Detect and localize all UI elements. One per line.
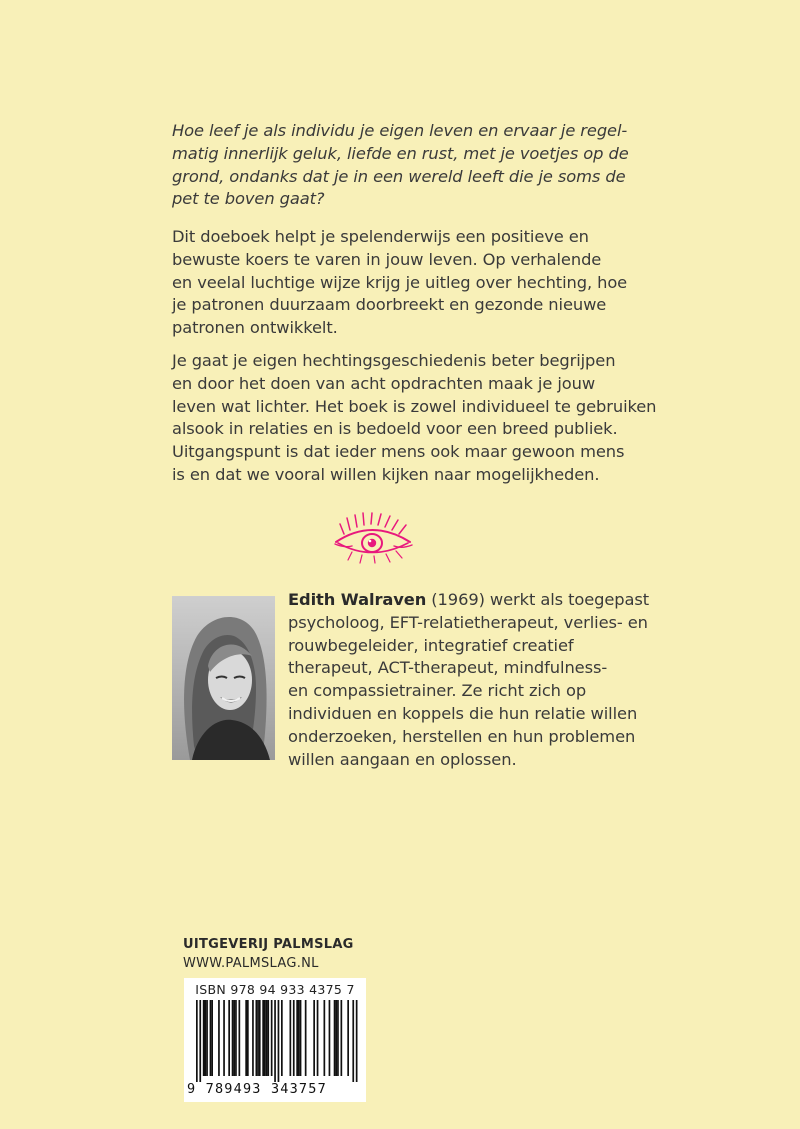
summary-line: alsook in relaties en is bedoeld voor een breed publiek. [172,419,618,439]
summary-paragraph [172,350,657,487]
barcode-bar [298,1000,300,1076]
barcode-bar [296,1000,298,1076]
barcode-bar [324,1000,326,1076]
intro-paragraph [172,120,632,211]
description-line: Dit doeboek helpt je spelenderwijs een positieve en [172,227,589,246]
barcode-bar [257,1000,259,1076]
barcode-bar [233,1000,235,1076]
barcode-bar [271,1000,273,1076]
barcode-bar [266,1000,268,1076]
barcode-bars [184,1000,366,1082]
author-bio [288,589,648,771]
barcode-bar [210,1000,212,1076]
barcode-bar [341,1000,343,1076]
barcode-bar [264,1000,266,1076]
barcode-bar [317,1000,319,1076]
description-line: bewuste koers te varen in jouw leven. Op verhalende [172,249,602,269]
barcode-bar [300,1000,302,1076]
barcode-bar [218,1000,220,1076]
barcode-bar [267,1000,269,1076]
barcode-bar [335,1000,337,1076]
barcode-bar [247,1000,249,1076]
eye-icon [332,512,414,564]
barcode-bar [281,1000,283,1076]
barcode-bar [262,1000,264,1076]
barcode-bar [239,1000,241,1076]
barcode-bar [356,1000,358,1082]
barcode-bar [228,1000,230,1076]
bio-line: onderzoeken, herstellen en hun problemen [288,726,636,746]
bio-line: psycholoog, EFT-relatietherapeut, verlies- en [288,612,648,632]
barcode-bar [293,1000,295,1076]
barcode-bar [329,1000,331,1076]
intro-line: pet te boven gaat? [172,189,325,209]
publisher-block [183,935,354,973]
publisher-name: UITGEVERIJ PALMSLAG [183,937,354,952]
barcode-bar [203,1000,205,1076]
author-portrait [172,596,275,760]
barcode-bar [347,1000,349,1076]
barcode-bar [232,1000,234,1076]
bio-line: individuen en koppels die hun relatie willen [288,703,638,723]
barcode-bar [337,1000,339,1076]
bio-first-line-rest: (1969) werkt als toegepast [426,590,650,609]
summary-line: en door het doen van acht opdrachten maak je jouw [172,373,596,393]
barcode-bar [223,1000,225,1076]
barcode [184,978,366,1102]
barcode-bar [206,1000,208,1076]
barcode-bar [278,1000,280,1082]
barcode-bar [256,1000,258,1076]
barcode-bar [245,1000,247,1076]
barcode-bar [199,1000,201,1082]
intro-line: grond, ondanks dat je in een wereld leeft die je soms de [172,166,626,186]
summary-line: Je gaat je eigen hechtingsgeschiedenis beter begrijpen [172,351,616,370]
intro-line: matig innerlijk geluk, liefde en rust, met je voetjes op de [172,143,629,163]
bio-line: en compassietrainer. Ze richt zich op [288,681,587,701]
barcode-bar [305,1000,307,1076]
barcode-bar [352,1000,354,1082]
author-name: Edith Walraven [288,590,427,609]
barcode-bar [290,1000,292,1076]
barcode-bar [252,1000,254,1076]
barcode-bar [313,1000,315,1076]
summary-line: is en dat we vooral willen kijken naar mogelijkheden. [172,464,600,484]
intro-line: Hoe leef je als individu je eigen leven en ervaar je regel- [172,121,628,140]
summary-line: Uitgangspunt is dat ieder mens ook maar gewoon mens [172,442,625,462]
bio-line: therapeut, ACT-therapeut, mindfulness- [288,658,608,678]
barcode-bar [259,1000,261,1076]
isbn-label: ISBN 978 94 933 4375 7 [195,982,355,997]
barcode-bar [334,1000,336,1076]
barcode-bar [235,1000,237,1076]
bio-line: rouwbegeleider, integratief creatief [288,635,574,655]
barcode-digits: 9 789493 343757 [187,1081,327,1097]
barcode-bar [211,1000,213,1076]
barcode-bar [196,1000,198,1082]
barcode-bar [205,1000,207,1076]
bio-first-line [288,589,648,612]
description-line: je patronen duurzaam doorbreekt en gezonde nieuwe [172,295,607,315]
publisher-url[interactable]: WWW.PALMSLAG.NL [183,956,319,971]
bio-line: willen aangaan en oplossen. [288,749,517,769]
summary-line: leven wat lichter. Het boek is zowel individueel te gebruiken [172,396,657,416]
description-line: patronen ontwikkelt. [172,318,338,338]
description-paragraph [172,226,632,340]
description-line: en veelal luchtige wijze krijg je uitleg over hechting, hoe [172,272,628,292]
barcode-bar [274,1000,276,1082]
